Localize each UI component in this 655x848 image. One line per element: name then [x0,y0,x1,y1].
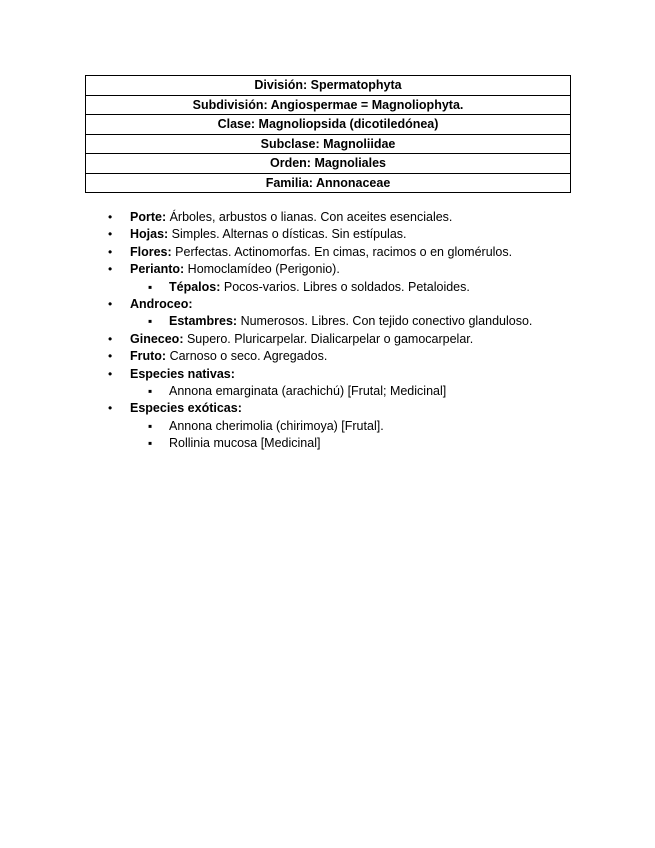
item-term: Flores: [130,244,172,259]
list-item-hojas [103,226,623,243]
list-item-fruto [103,348,623,365]
list-item-especies-exoticas [103,400,623,417]
bullet-icon: • [108,262,113,277]
taxonomy-subclass: Subclase: Magnoliidae [86,134,571,154]
bullet-icon: • [108,296,113,311]
item-text: Rollinia mucosa [Medicinal] [169,436,321,451]
item-text: Carnoso o seco. Agregados. [166,349,328,364]
item-term: Perianto: [130,262,185,277]
table-row [86,115,571,135]
taxonomy-family: Familia: Annonaceae [86,173,571,193]
table-row [86,154,571,174]
characteristics-list [103,209,623,452]
table-row [86,134,571,154]
item-text: Annona emarginata (arachichú) [Frutal; Medicinal] [169,383,447,398]
bullet-icon: • [108,244,113,259]
list-item-estambres [103,313,623,330]
bullet-icon: • [108,401,113,416]
taxonomy-division: División: Spermatophyta [86,76,571,96]
item-term: Porte: [130,210,167,224]
item-text: Árboles, arbustos o lianas. Con aceites esenciales. [166,210,453,224]
taxonomy-subdivision: Subdivisión: Angiospermae = Magnoliophyta. [86,95,571,115]
square-bullet-icon: ▪ [148,436,153,451]
item-text: Simples. Alternas o dísticas. Sin estípulas. [168,227,407,242]
item-term: Hojas: [130,227,169,242]
item-text: Annona cherimolia (chirimoya) [Frutal]. [169,418,384,433]
list-item-especies-nativas [103,366,623,383]
item-term: Estambres: [169,314,238,329]
list-item-tepalos [103,279,623,296]
item-text: Numerosos. Libres. Con tejido conectivo glanduloso. [237,314,533,329]
list-item-androceo [103,296,623,313]
list-item-porte [103,209,623,226]
item-text: Pocos-varios. Libres o soldados. Petaloides. [220,279,470,294]
bullet-icon: • [108,331,113,346]
list-item-perianto [103,261,623,278]
list-item-rollinia-mucosa [103,435,623,452]
item-term: Tépalos: [169,279,221,294]
table-row [86,173,571,193]
list-item-annona-cherimolia [103,418,623,435]
list-item-gineceo [103,331,623,348]
list-item-annona-emarginata [103,383,623,400]
item-term: Fruto: [130,349,167,364]
table-row [86,76,571,96]
taxonomy-table [85,75,571,193]
table-row [86,95,571,115]
item-text: Homoclamídeo (Perigonio). [184,262,340,277]
square-bullet-icon: ▪ [148,383,153,398]
bullet-icon: • [108,366,113,381]
bullet-icon: • [108,227,113,242]
item-text: Perfectas. Actinomorfas. En cimas, racimos o en glomérulos. [171,244,513,259]
taxonomy-order: Orden: Magnoliales [86,154,571,174]
item-text: Supero. Pluricarpelar. Dialicarpelar o gamocarpelar. [183,331,474,346]
square-bullet-icon: ▪ [148,418,153,433]
square-bullet-icon: ▪ [148,279,153,294]
bullet-icon: • [108,210,113,224]
item-term: Androceo: [130,296,193,311]
item-term: Especies nativas: [130,366,235,381]
taxonomy-class: Clase: Magnoliopsida (dicotiledónea) [86,115,571,135]
item-term: Especies exóticas: [130,401,242,416]
bullet-icon: • [108,349,113,364]
square-bullet-icon: ▪ [148,314,153,329]
item-term: Gineceo: [130,331,184,346]
list-item-flores [103,244,623,261]
